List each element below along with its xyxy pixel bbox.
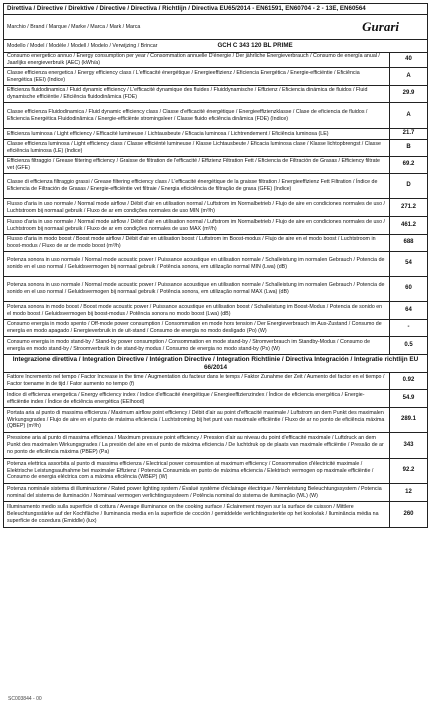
document-code: SC003844 - 00 xyxy=(8,696,42,702)
row-value: B xyxy=(390,140,428,157)
data-row xyxy=(4,320,428,337)
integration-row xyxy=(4,373,428,390)
row-value: 688 xyxy=(390,235,428,252)
model-row xyxy=(4,40,428,53)
data-row xyxy=(4,235,428,252)
row-description: Potenza elettrica assorbita al punto di massima efficienza / Electrical power comsumtion at maximum efficiency / Consommation d'électricité maximale / Elektrische Leistungsaufnahme bei maximaler Effizienz / Potencia Consumida en punto de máxima eficiencia / Elektrisch vermogen op maximale efficiëntie / Consumo de energia eléctrica com a máxima eficiência (WBEP) (W) xyxy=(4,459,390,484)
data-row xyxy=(4,103,428,129)
data-row xyxy=(4,217,428,235)
integration-row xyxy=(4,433,428,459)
row-description: Portata aria al punto di massima efficienza / Maximum airflow point efficiency / Débit d'air au point d'efficacité maximale / Luftstrom an dem Punkt des maximalen Wirkungsgrades / Flujo de aire en el punto de máxima eficiencia / Luchtstroming bij het punt van maximale efficiëntie / Fluxo de ar no ponto de eficiência máxima (QBEP) (m³/h) xyxy=(4,408,390,433)
data-row xyxy=(4,157,428,174)
row-description: Pressione aria al punto di massima efficienza / Maximum pressure point efficiency / Pression d'air au niveau du point d'efficacité maximale / Luftdruck an dem Punkt des maximalen Wirkungsgrades / La presión del aire en el punto de máxima eficiencia / De luchtdruk op de plaats van maximale efficiëntie / Pressão de ar no ponto de eficiência máxima (PBEP) (Pa) xyxy=(4,433,390,459)
row-description: Potenza sonora in uso normale / Normal mode acoustic power / Puissance acoustique en utilisation normale / Schalleistung im normalen Gebrauch / Potencia de sonido en el uso normal / Geluidsvermogen bij normaal gebruik / Potência sonora, em utilização normal MIN (Lwa) (dB) xyxy=(4,252,390,277)
row-value: 21.7 xyxy=(390,129,428,140)
data-row xyxy=(4,302,428,320)
model-label: Modello / Model / Modèle / Modell / Modelo / Verwijzing / Brincar xyxy=(7,42,158,49)
row-value: 54 xyxy=(390,252,428,277)
data-row xyxy=(4,53,428,68)
row-description: Fattore Incremento nel tempo / Factor Increase in the time / Augmentation du facteur dans le temps / Faktor Zunahme der Zeit / Aumento del factor en el tiempo / Factor toename in de tijd / Fator aumento no tempo (f) xyxy=(4,373,390,390)
row-description: Flusso d'aria in modo boost / Boost mode airflow / Débit d'air en utilisation boost / Luftstrom im Boost-modus / Flujo de aire en el modo boost / Luchtstroom in boost-modus / Fluxo de ar de modo boost (m³/h) xyxy=(4,235,390,252)
row-description: Illuminamento medio sulla superficie di cottura / Average illuminance on the cooking surface / Éclairement moyen sur la surface de cuisson / Mittlere Beleuchtungsstärke auf der Kochfläche / Iluminancia media en la superficie de cocción / gemiddelde verlichtingssterkte op het kookvlak / Iluminância média na superfície de cozedura (Emiddle) (lux) xyxy=(4,502,390,528)
data-row xyxy=(4,140,428,157)
row-description: Consumo energetico annuo / Energy consumption per year / Consommation annuelle D'énergie / Der jährliche Energieverbrauch / Consumo de energía anual / Jaarlijks energieverbruik (AEC) (kWh/a) xyxy=(4,53,390,68)
row-description: Indice di efficienza energetica / Energy efficiency index / Indice d'efficacité énergétique / Energieeffizienzindex / Índice de eficiencia energética / Energie-efficiëntie index / Índice de eficiência energética (EEIhood) xyxy=(4,390,390,408)
brand-row xyxy=(4,15,428,40)
row-value: 60 xyxy=(390,277,428,302)
directive-header-row xyxy=(4,4,428,15)
row-description: Efficienza filtraggio / Grease filtering efficiency / Graisse de filtration de l'efficacité / Effizienz Filtration Fett / Eficiencia de Filtración de Grasas / Efficiency filtrate vet (GFE) xyxy=(4,157,390,174)
row-description: Classe efficienza luminosa / Light efficiency class / Classe efficiénté lumineuse / Klasse Lichtausbeute / Eficacia luminosa clase / Klasse lichtopbrengst / Classe eficiência luminosa (LE) (Indice) xyxy=(4,140,390,157)
integration-row xyxy=(4,502,428,528)
directive-header: Direttiva / Directive / Direktive / Directive / Directiva / Richtlijn / Directiva EU65/2014 - EN61591, EN60704 - 2 - 13E, EN60564 xyxy=(4,4,428,15)
row-description: Efficienza fluidodinamica / Fluid dynamic efficiency / L'efficacité dynamique des fluides / Fluiddynamische / Effizienz / Eficiencia dinámica de fluidos / Fluid dynamische efficiëntie / Eficiência fluidodinâmica (FDE) xyxy=(4,86,390,103)
row-value: 260 xyxy=(390,502,428,528)
integration-row xyxy=(4,408,428,433)
row-value: 271.2 xyxy=(390,199,428,217)
energy-label-sheet xyxy=(3,3,428,702)
integration-title: Integrazione direttiva / Integration Directive / Intégration Directive / Integration Richtlinie / Directiva Integración / Integratie richtlijn EU 66/2014 xyxy=(4,355,428,373)
row-description: Potenza nominale sistema di illuminazione / Rated power lighting system / Évalué système d'éclairage électrique / Nennleistung Beleuchtungssystem / Potencia nominal del sistema de iluminación / Nominaal vermogen verlichtingssysteem / Potência nominal do sistema de iluminação (WL) (W) xyxy=(4,484,390,502)
row-description: Classe efficienza energetica / Energy efficiency class / L'efficacité énergétique / Energieeffizienz / Eficiencia Energética / Energie-efficiëntie / Eficiência Energética (EEI) (Indice) xyxy=(4,68,390,86)
row-value: A xyxy=(390,103,428,129)
row-value: 0.92 xyxy=(390,373,428,390)
row-description: Potenza sonora in modo boost / Boost mode acoustic power / Puissance acoustique en utilisation boost / Schalleistung im Boost-Modus / Potencia de sonido en el modo boost / Geluidsvermogen bij boost-modus / Potência sonora no modo boost (Lwa) (dB) xyxy=(4,302,390,320)
row-value: 0.5 xyxy=(390,337,428,355)
row-value: 289.1 xyxy=(390,408,428,433)
row-description: Classe efficienza Fluidodinamica / Fluid dynamic efficiency class / Classe d'efficacité énergétique / Energieeffizienzklasse / Clase de eficiencia de fluidos / Eficiencia Energética Fluidodinâmica / Energie-efficiënte stromingsleer / Classe fluido eficiência dinâmica (FDE) (Indice) xyxy=(4,103,390,129)
brand-label: Marchio / Brand / Marque / Marke / Marca / Mark / Marca xyxy=(7,23,141,30)
row-description: Efficienza luminosa / Light efficiency / Efficacité lumineuse / Lichtausbeute / Eficacia luminosa / Lichtrendement / Eficiência luminosa (LE) xyxy=(4,129,390,140)
row-description: Classe di efficienza filtraggio grassi / Grease filtering efficiency class / L'efficacité énergétique de la graisse filtration / Energieeffizienz Fett Filtration / Índice de Eficiencia de Filtración de Grasas / Energie-efficiëntie vet filtraie / Energia eficiciência de filtração de graxa (GFE) (Indice) xyxy=(4,174,390,199)
row-value: 29.9 xyxy=(390,86,428,103)
data-row xyxy=(4,129,428,140)
row-value: - xyxy=(390,320,428,337)
row-value: 461.2 xyxy=(390,217,428,235)
brand-logo: Gurari xyxy=(362,18,399,34)
row-value: 64 xyxy=(390,302,428,320)
integration-row xyxy=(4,390,428,408)
energy-data-table xyxy=(3,3,428,528)
row-value: 92.2 xyxy=(390,459,428,484)
data-row xyxy=(4,337,428,355)
row-value: 69.2 xyxy=(390,157,428,174)
data-row xyxy=(4,86,428,103)
row-description: Flusso d'aria in uso normale / Normal mode airflow / Débit d'air en utilisation normal / Luftstrom im Normalbetrieb / Flujo de aire en condiciones normales de uso / Luchtstroom bij normaal gebruik / Fluxo de ar em condições normales de uso MAX (m³/h) xyxy=(4,217,390,235)
model-value: GCH C 343 120 BL PRIME xyxy=(217,41,293,49)
data-row xyxy=(4,277,428,302)
row-value: 12 xyxy=(390,484,428,502)
row-value: 54.9 xyxy=(390,390,428,408)
row-description: Flusso d'aria in uso normale / Normal mode airflow / Débit d'air en utilisation normal / Luftstrom im Normalbetrieb / Flujo de aire en condiciones normales de uso / Luchtstroom bij normaal gebruik / Fluxo de ar em condições normales de uso MIN (m³/h) xyxy=(4,199,390,217)
integration-row xyxy=(4,459,428,484)
data-row xyxy=(4,68,428,86)
row-description: Potenza sonora in uso normale / Normal mode acoustic power / Puissance acoustique en utilisation normale / Schalleistung im normalen Gebrauch / Potencia de sonido en el uso normal / Geluidsvermogen bij normaal gebruik / Potência sonora, em utilização normal MAX (Lwa) (dB) xyxy=(4,277,390,302)
row-description: Consumo energia in modo stand-by / Stand-by power consumption / Consommation en mode stand-by / Stromverbrauch im Standby-Modus / Consumo de energía en modo stand-by / Stroomverbruik in de stand-by modus / Consumo de energia no modo stand-by (Ps) (W) xyxy=(4,337,390,355)
row-value: 40 xyxy=(390,53,428,68)
data-row xyxy=(4,199,428,217)
data-row xyxy=(4,252,428,277)
integration-row xyxy=(4,484,428,502)
data-row xyxy=(4,174,428,199)
row-value: D xyxy=(390,174,428,199)
row-value: 343 xyxy=(390,433,428,459)
row-value: A xyxy=(390,68,428,86)
row-description: Consumo energia in modo spento / Off-mode power consumption / Consommation en mode hors tension / Der Energieverbrauch im Aus-Zustand / Consumo de energía en modo apagado / Energieverbruik in de uit-stand / Consumo de energia no modo desligado (Po) (W) xyxy=(4,320,390,337)
integration-section-row xyxy=(4,355,428,373)
